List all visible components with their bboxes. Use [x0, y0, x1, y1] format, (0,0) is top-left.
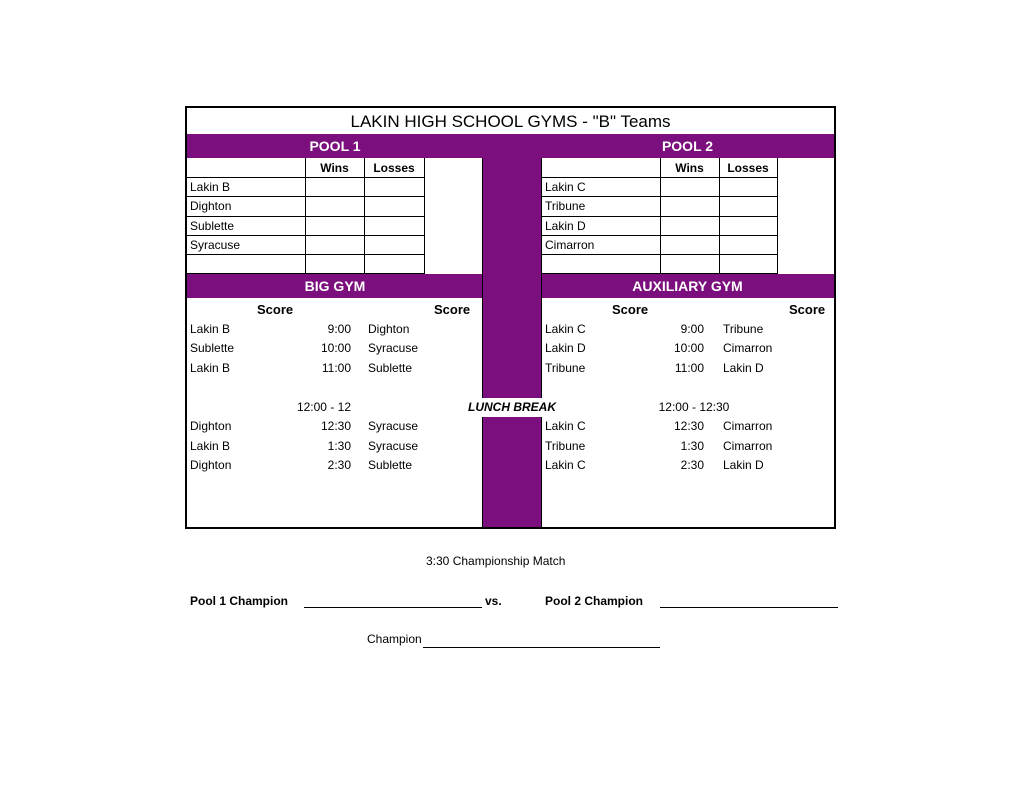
game-home: Sublette [190, 341, 235, 355]
game-time: 11:00 [321, 361, 351, 375]
aux-gym-score-label: Score [612, 302, 649, 317]
pool2-header: POOL 2 [541, 134, 834, 158]
game-time: 10:00 [320, 341, 351, 355]
game-home: Lakin C [545, 458, 586, 472]
pool1-champion-label: Pool 1 Champion [190, 594, 289, 608]
game-away: Sublette [368, 458, 413, 472]
game-away: Tribune [723, 322, 764, 336]
pool2-losses-label: Losses [727, 161, 769, 175]
pool1-losses-label: Losses [373, 161, 415, 175]
game-time: 2:30 [327, 458, 351, 472]
aux-gym-header: AUXILIARY GYM [541, 274, 834, 298]
championship-match: 3:30 Championship Match [426, 554, 566, 568]
pool2-wins-label: Wins [675, 161, 704, 175]
lunch-break-label: LUNCH BREAK [455, 398, 569, 417]
lunch-time: 12:00 - 12 [296, 400, 351, 414]
sheet-title: LAKIN HIGH SCHOOL GYMS - "B" Teams [350, 112, 671, 131]
aux-gym-score-label: Score [789, 302, 826, 317]
pool1-team: Sublette [190, 219, 235, 233]
pool1-wins-label: Wins [320, 161, 349, 175]
game-home: Dighton [190, 458, 232, 472]
pool1-team: Dighton [190, 199, 232, 213]
game-home: Lakin B [190, 322, 231, 336]
big-gym-header: BIG GYM [187, 274, 483, 298]
game-away: Syracuse [368, 341, 419, 355]
game-away: Cimarron [723, 439, 773, 453]
pool2-team: Lakin C [545, 180, 586, 194]
pool2-team: Lakin D [545, 219, 586, 233]
big-gym-score-label: Score [434, 302, 471, 317]
game-away: Dighton [368, 322, 410, 336]
game-away: Syracuse [368, 439, 419, 453]
schedule-sheet [185, 106, 836, 529]
game-time: 12:30 [320, 419, 351, 433]
vs-label: vs. [485, 594, 502, 608]
lunch-time: 12:00 - 12:30 [658, 400, 730, 414]
game-home: Tribune [545, 439, 586, 453]
game-home: Lakin B [190, 439, 231, 453]
pool1-header: POOL 1 [187, 134, 483, 158]
game-home: Dighton [190, 419, 232, 433]
game-home: Tribune [545, 361, 586, 375]
pool2-champion-line [660, 607, 838, 608]
game-away: Sublette [368, 361, 413, 375]
header-spacer [483, 134, 541, 158]
game-home: Lakin C [545, 419, 586, 433]
center-divider [483, 158, 541, 527]
game-away: Cimarron [723, 419, 773, 433]
game-away: Lakin D [723, 361, 764, 375]
pool1-team: Syracuse [190, 238, 241, 252]
pool2-team: Cimarron [545, 238, 595, 252]
pool2-team: Tribune [545, 199, 586, 213]
champion-label: Champion [367, 632, 422, 646]
game-away: Lakin D [723, 458, 764, 472]
game-time: 11:00 [674, 361, 704, 375]
game-home: Lakin C [545, 322, 586, 336]
game-away: Cimarron [723, 341, 773, 355]
header-spacer [483, 274, 541, 298]
champion-line [423, 647, 660, 648]
big-gym-score-label: Score [257, 302, 294, 317]
pool1-team: Lakin B [190, 180, 231, 194]
game-time: 1:30 [327, 439, 351, 453]
pool2-champion-label: Pool 2 Champion [545, 594, 644, 608]
game-time: 9:00 [327, 322, 351, 336]
pool1-champion-line [304, 607, 482, 608]
game-time: 12:30 [673, 419, 704, 433]
game-away: Syracuse [368, 419, 419, 433]
game-home: Lakin B [190, 361, 231, 375]
game-time: 2:30 [680, 458, 704, 472]
game-time: 1:30 [680, 439, 704, 453]
game-home: Lakin D [545, 341, 586, 355]
game-time: 10:00 [673, 341, 704, 355]
game-time: 9:00 [680, 322, 704, 336]
